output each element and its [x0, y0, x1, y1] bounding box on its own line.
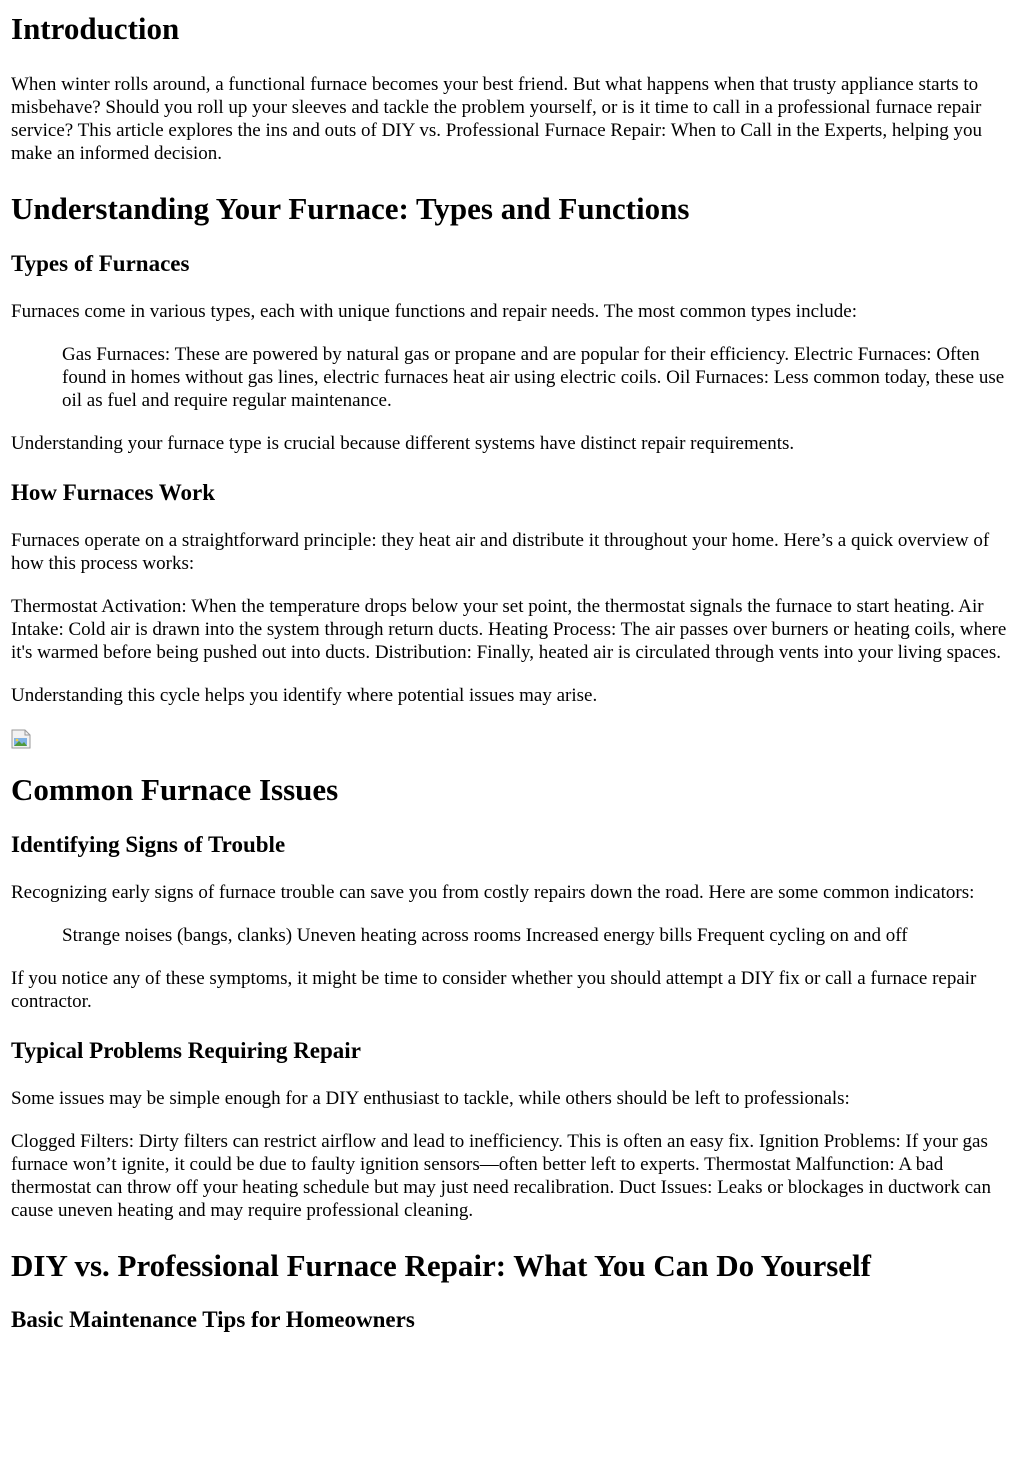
article	[0, 11, 1024, 1333]
how-after-paragraph: Understanding this cycle helps you identify where potential issues may arise.	[11, 685, 598, 706]
types-list: Gas Furnaces: These are powered by natural gas or propane and are popular for their efficiency. Electric Furnaces: Often found in homes without gas lines, electric furnaces heat air using electric coils. Oil Furnaces: Less common today, these use oil as fuel and require regular maintenance.	[62, 344, 1005, 411]
signs-after-paragraph: If you notice any of these symptoms, it might be time to consider whether you should attempt a DIY fix or call a furnace repair contractor.	[11, 968, 977, 1012]
issues-heading: Common Furnace Issues	[11, 772, 339, 807]
signs-list: Strange noises (bangs, clanks) Uneven heating across rooms Increased energy bills Frequent cycling on and off	[62, 925, 908, 946]
signs-paragraph: Recognizing early signs of furnace trouble can save you from costly repairs down the road. Here are some common indicators:	[11, 882, 975, 903]
types-heading: Types of Furnaces	[11, 251, 190, 276]
intro-heading: Introduction	[11, 11, 180, 46]
types-paragraph: Furnaces come in various types, each with unique functions and repair needs. The most common types include:	[11, 301, 857, 322]
problems-heading: Typical Problems Requiring Repair	[11, 1038, 361, 1063]
diy-heading: DIY vs. Professional Furnace Repair: What You Can Do Yourself	[11, 1248, 871, 1283]
how-steps-paragraph: Thermostat Activation: When the temperature drops below your set point, the thermostat signals the furnace to start heating. Air Intake: Cold air is drawn into the system through return ducts. Heating Process: The air passes over burners or heating coils, where it's warmed before being pushed out into ducts. Distribution: Finally, heated air is circulated through vents into your living spaces.	[11, 596, 1007, 663]
how-paragraph: Furnaces operate on a straightforward principle: they heat air and distribute it throughout your home. Here’s a quick overview of how this process works:	[11, 530, 990, 574]
problems-paragraph: Some issues may be simple enough for a DIY enthusiast to tackle, while others should be left to professionals:	[11, 1088, 850, 1109]
problems-list-paragraph: Clogged Filters: Dirty filters can restrict airflow and lead to inefficiency. This is often an easy fix. Ignition Problems: If your gas furnace won’t ignite, it could be due to faulty ignition sensors—often better left to experts. Thermostat Malfunction: A bad thermostat can throw off your heating schedule but may just need recalibration. Duct Issues: Leaks or blockages in ductwork can cause uneven heating and may require professional cleaning.	[11, 1131, 991, 1221]
signs-heading: Identifying Signs of Trouble	[11, 832, 286, 857]
maintenance-heading: Basic Maintenance Tips for Homeowners	[11, 1307, 415, 1332]
how-heading: How Furnaces Work	[11, 480, 216, 505]
broken-image-icon	[11, 729, 31, 749]
understanding-heading: Understanding Your Furnace: Types and Functions	[11, 191, 690, 226]
intro-paragraph: When winter rolls around, a functional furnace becomes your best friend. But what happens when that trusty appliance starts to misbehave? Should you roll up your sleeves and tackle the problem yourself, or is it time to call in a professional furnace repair service? This article explores the ins and outs of DIY vs. Professional Furnace Repair: When to Call in the Experts, helping you make an informed decision.	[11, 74, 983, 164]
types-after-paragraph: Understanding your furnace type is crucial because different systems have distinct repair requirements.	[11, 433, 795, 454]
